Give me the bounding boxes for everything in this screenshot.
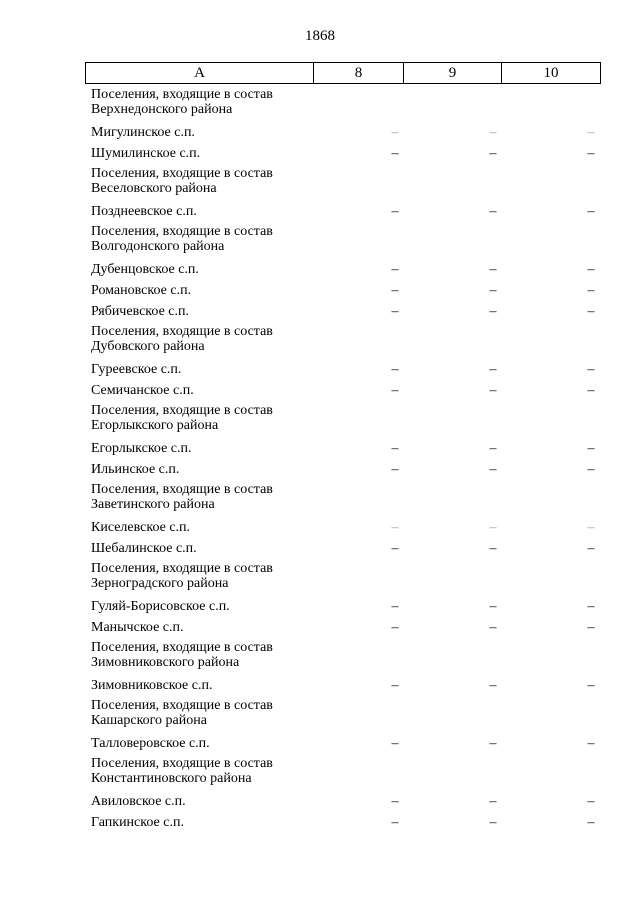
section-heading-row	[0, 84, 640, 121]
section-heading: Поселения, входящие в состав Константиновского района	[91, 756, 273, 786]
settlement-name: Позднеевское с.п.	[91, 204, 197, 219]
header-col-a: А	[86, 63, 314, 84]
value-col-9: –	[489, 815, 497, 830]
value-col-10: –	[587, 146, 595, 161]
section-heading-row	[0, 400, 640, 437]
table-body	[0, 84, 640, 832]
table-row	[0, 121, 640, 142]
value-col-10: –	[587, 520, 595, 535]
value-col-9: –	[489, 304, 497, 319]
table-row	[0, 811, 640, 832]
value-col-8: –	[391, 462, 399, 477]
value-col-10: –	[587, 283, 595, 298]
value-col-8: –	[391, 262, 399, 277]
section-heading-row	[0, 637, 640, 674]
value-col-8: –	[391, 146, 399, 161]
value-col-10: –	[587, 262, 595, 277]
value-col-8: –	[391, 541, 399, 556]
value-col-10: –	[587, 541, 595, 556]
settlement-name: Дубенцовское с.п.	[91, 262, 199, 277]
table-row	[0, 595, 640, 616]
section-heading: Поселения, входящие в состав Волгодонского района	[91, 224, 273, 254]
value-col-10: –	[587, 204, 595, 219]
section-heading: Поселения, входящие в состав Зимовниковского района	[91, 640, 273, 670]
value-col-9: –	[489, 620, 497, 635]
settlement-name: Гуреевское с.п.	[91, 362, 182, 377]
table-row	[0, 200, 640, 221]
table-header	[85, 62, 601, 84]
settlement-name: Романовское с.п.	[91, 283, 192, 298]
value-col-8: –	[391, 204, 399, 219]
value-col-9: –	[489, 599, 497, 614]
value-col-9: –	[489, 794, 497, 809]
table-row	[0, 300, 640, 321]
value-col-9: –	[489, 520, 497, 535]
settlement-name: Гапкинское с.п.	[91, 815, 184, 830]
value-col-8: –	[391, 599, 399, 614]
value-col-8: –	[391, 736, 399, 751]
settlement-name: Ильинское с.п.	[91, 462, 180, 477]
value-col-8: –	[391, 125, 399, 140]
value-col-9: –	[489, 678, 497, 693]
section-heading-row	[0, 479, 640, 516]
value-col-10: –	[587, 383, 595, 398]
section-heading-row	[0, 753, 640, 790]
value-col-9: –	[489, 736, 497, 751]
settlement-name: Зимовниковское с.п.	[91, 678, 213, 693]
page-number: 1868	[305, 28, 335, 44]
table-row	[0, 258, 640, 279]
section-heading: Поселения, входящие в состав Верхнедонского района	[91, 87, 273, 117]
table-row	[0, 279, 640, 300]
value-col-9: –	[489, 146, 497, 161]
value-col-10: –	[587, 620, 595, 635]
table-row	[0, 142, 640, 163]
section-heading: Поселения, входящие в состав Кашарского района	[91, 698, 273, 728]
value-col-8: –	[391, 383, 399, 398]
table-row	[0, 674, 640, 695]
table-row	[0, 516, 640, 537]
value-col-8: –	[391, 678, 399, 693]
settlement-name: Шебалинское с.п.	[91, 541, 197, 556]
section-heading: Поселения, входящие в состав Заветинского района	[91, 482, 273, 512]
settlement-name: Мигулинское с.п.	[91, 125, 195, 140]
table-row	[0, 790, 640, 811]
section-heading-row	[0, 321, 640, 358]
value-col-8: –	[391, 815, 399, 830]
settlement-name: Егорлыкское с.п.	[91, 441, 192, 456]
value-col-9: –	[489, 283, 497, 298]
table-row	[0, 358, 640, 379]
section-heading-row	[0, 558, 640, 595]
table-row	[0, 379, 640, 400]
value-col-9: –	[489, 262, 497, 277]
value-col-9: –	[489, 441, 497, 456]
table-row	[0, 732, 640, 753]
value-col-8: –	[391, 520, 399, 535]
settlement-name: Шумилинское с.п.	[91, 146, 201, 161]
value-col-9: –	[489, 383, 497, 398]
value-col-9: –	[489, 204, 497, 219]
value-col-10: –	[587, 815, 595, 830]
value-col-8: –	[391, 794, 399, 809]
table-row	[0, 537, 640, 558]
value-col-9: –	[489, 362, 497, 377]
value-col-8: –	[391, 441, 399, 456]
value-col-10: –	[587, 678, 595, 693]
header-col-9: 9	[404, 63, 502, 84]
value-col-8: –	[391, 283, 399, 298]
header-col-8: 8	[314, 63, 404, 84]
value-col-10: –	[587, 362, 595, 377]
section-heading-row	[0, 695, 640, 732]
settlement-name: Гуляй-Борисовское с.п.	[91, 599, 230, 614]
section-heading: Поселения, входящие в состав Зерноградского района	[91, 561, 273, 591]
section-heading: Поселения, входящие в состав Дубовского района	[91, 324, 273, 354]
settlement-name: Авиловское с.п.	[91, 794, 186, 809]
value-col-8: –	[391, 304, 399, 319]
settlement-name: Талловеровское с.п.	[91, 736, 210, 751]
value-col-9: –	[489, 541, 497, 556]
settlement-name: Рябичевское с.п.	[91, 304, 189, 319]
table-row	[0, 458, 640, 479]
value-col-10: –	[587, 462, 595, 477]
table-row	[0, 616, 640, 637]
settlement-name: Манычское с.п.	[91, 620, 184, 635]
value-col-10: –	[587, 441, 595, 456]
section-heading-row	[0, 221, 640, 258]
section-heading: Поселения, входящие в состав Егорлыкского района	[91, 403, 273, 433]
value-col-9: –	[489, 462, 497, 477]
table-row	[0, 437, 640, 458]
value-col-10: –	[587, 599, 595, 614]
value-col-8: –	[391, 620, 399, 635]
value-col-10: –	[587, 125, 595, 140]
value-col-10: –	[587, 304, 595, 319]
section-heading-row	[0, 163, 640, 200]
settlement-name: Семичанское с.п.	[91, 383, 194, 398]
section-heading: Поселения, входящие в состав Веселовского района	[91, 166, 273, 196]
header-col-10: 10	[502, 63, 601, 84]
value-col-10: –	[587, 794, 595, 809]
settlement-name: Киселевское с.п.	[91, 520, 191, 535]
value-col-10: –	[587, 736, 595, 751]
value-col-9: –	[489, 125, 497, 140]
value-col-8: –	[391, 362, 399, 377]
